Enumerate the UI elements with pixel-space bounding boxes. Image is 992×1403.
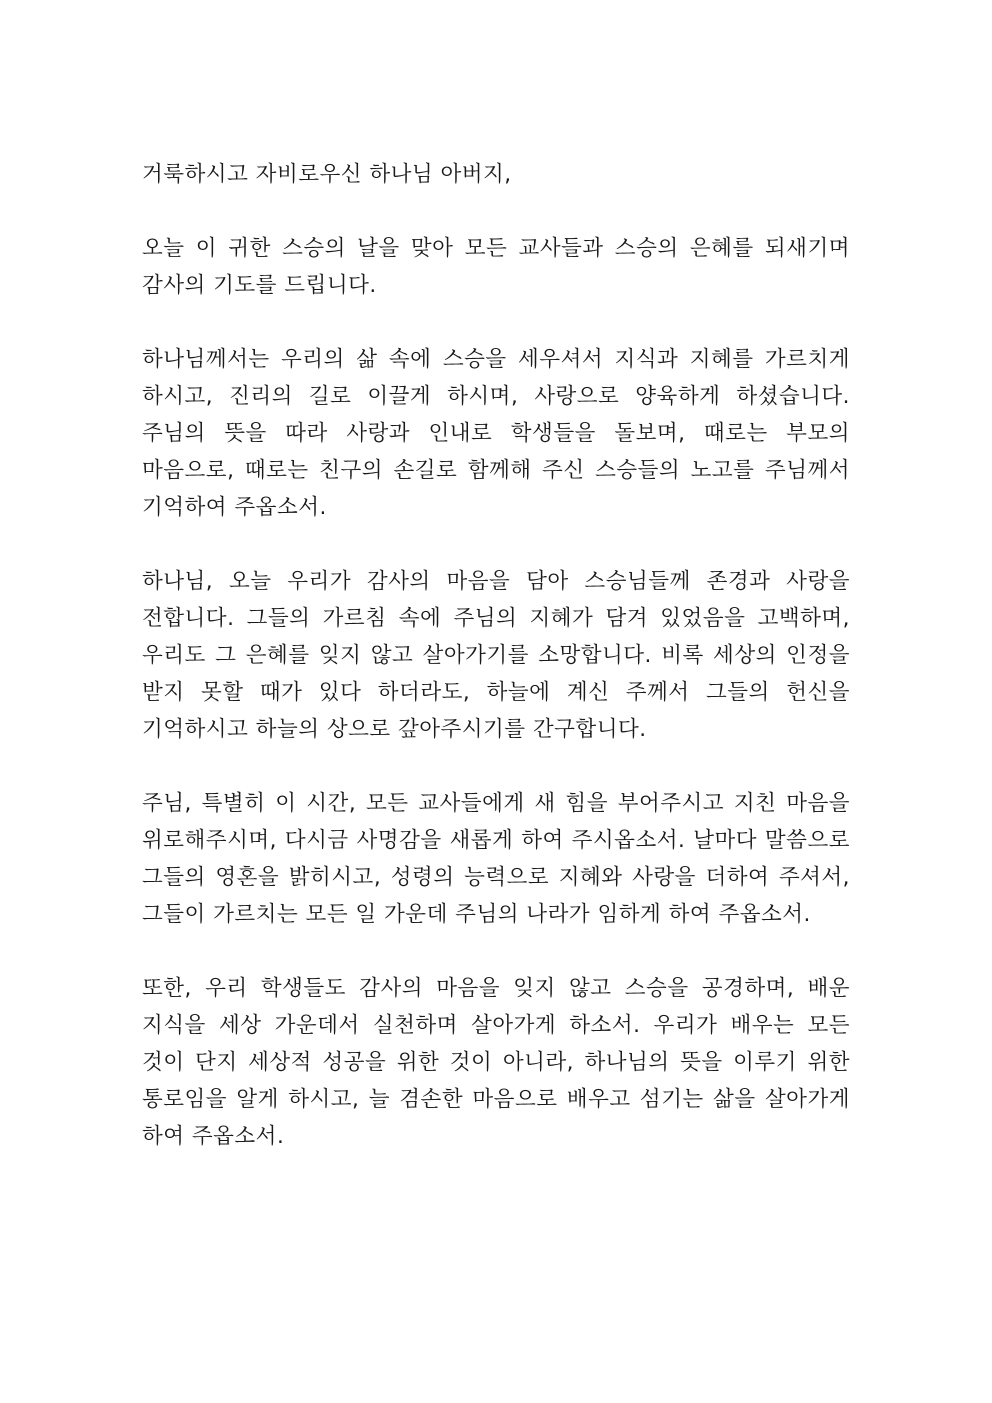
paragraph-students: 또한, 우리 학생들도 감사의 마음을 잊지 않고 스승을 공경하며, 배운 지식을 세상 가운데서 실천하며 살아가게 하소서. 우리가 배우는 모든 것이 단지 세상적 성공을 위한 것이 아니라, 하나님의 뜻을 이루기 위한 통로임을 알게 하시고, 늘 겸손한 마음으로 배우고 섬기는 삶을 살아가게 하여 주옵소서.: [142, 976, 850, 1149]
paragraph-teachers-role: 하나님께서는 우리의 삶 속에 스승을 세우셔서 지식과 지혜를 가르치게 하시고, 진리의 길로 이끌게 하시며, 사랑으로 양육하게 하셨습니다. 주님의 뜻을 따라 사랑과 인내로 학생들을 돌보며, 때로는 부모의 마음으로, 때로는 친구의 손길로 함께해 주신 스승들의 노고를 주님께서 기억하여 주옵소서.: [142, 347, 850, 520]
prayer-text-body: [142, 156, 850, 1155]
paragraph-respect: 하나님, 오늘 우리가 감사의 마음을 담아 스승님들께 존경과 사랑을 전합니다. 그들의 가르침 속에 주님의 지혜가 담겨 있었음을 고백하며, 우리도 그 은혜를 잊지 않고 살아가기를 소망합니다. 비록 세상의 인정을 받지 못할 때가 있다 하더라도, 하늘에 계신 주께서 그들의 헌신을 기억하시고 하늘의 상으로 갚아주시기를 간구합니다.: [142, 569, 850, 742]
paragraph-thanksgiving: 오늘 이 귀한 스승의 날을 맞아 모든 교사들과 스승의 은혜를 되새기며 감사의 기도를 드립니다.: [142, 236, 850, 298]
paragraph-strength: 주님, 특별히 이 시간, 모든 교사들에게 새 힘을 부어주시고 지친 마음을 위로해주시며, 다시금 사명감을 새롭게 하여 주시옵소서. 날마다 말씀으로 그들의 영혼을 밝히시고, 성령의 능력으로 지혜와 사랑을 더하여 주셔서, 그들이 가르치는 모든 일 가운데 주님의 나라가 임하게 하여 주옵소서.: [142, 791, 850, 927]
paragraph-greeting: 거룩하시고 자비로우신 하나님 아버지,: [142, 162, 512, 187]
